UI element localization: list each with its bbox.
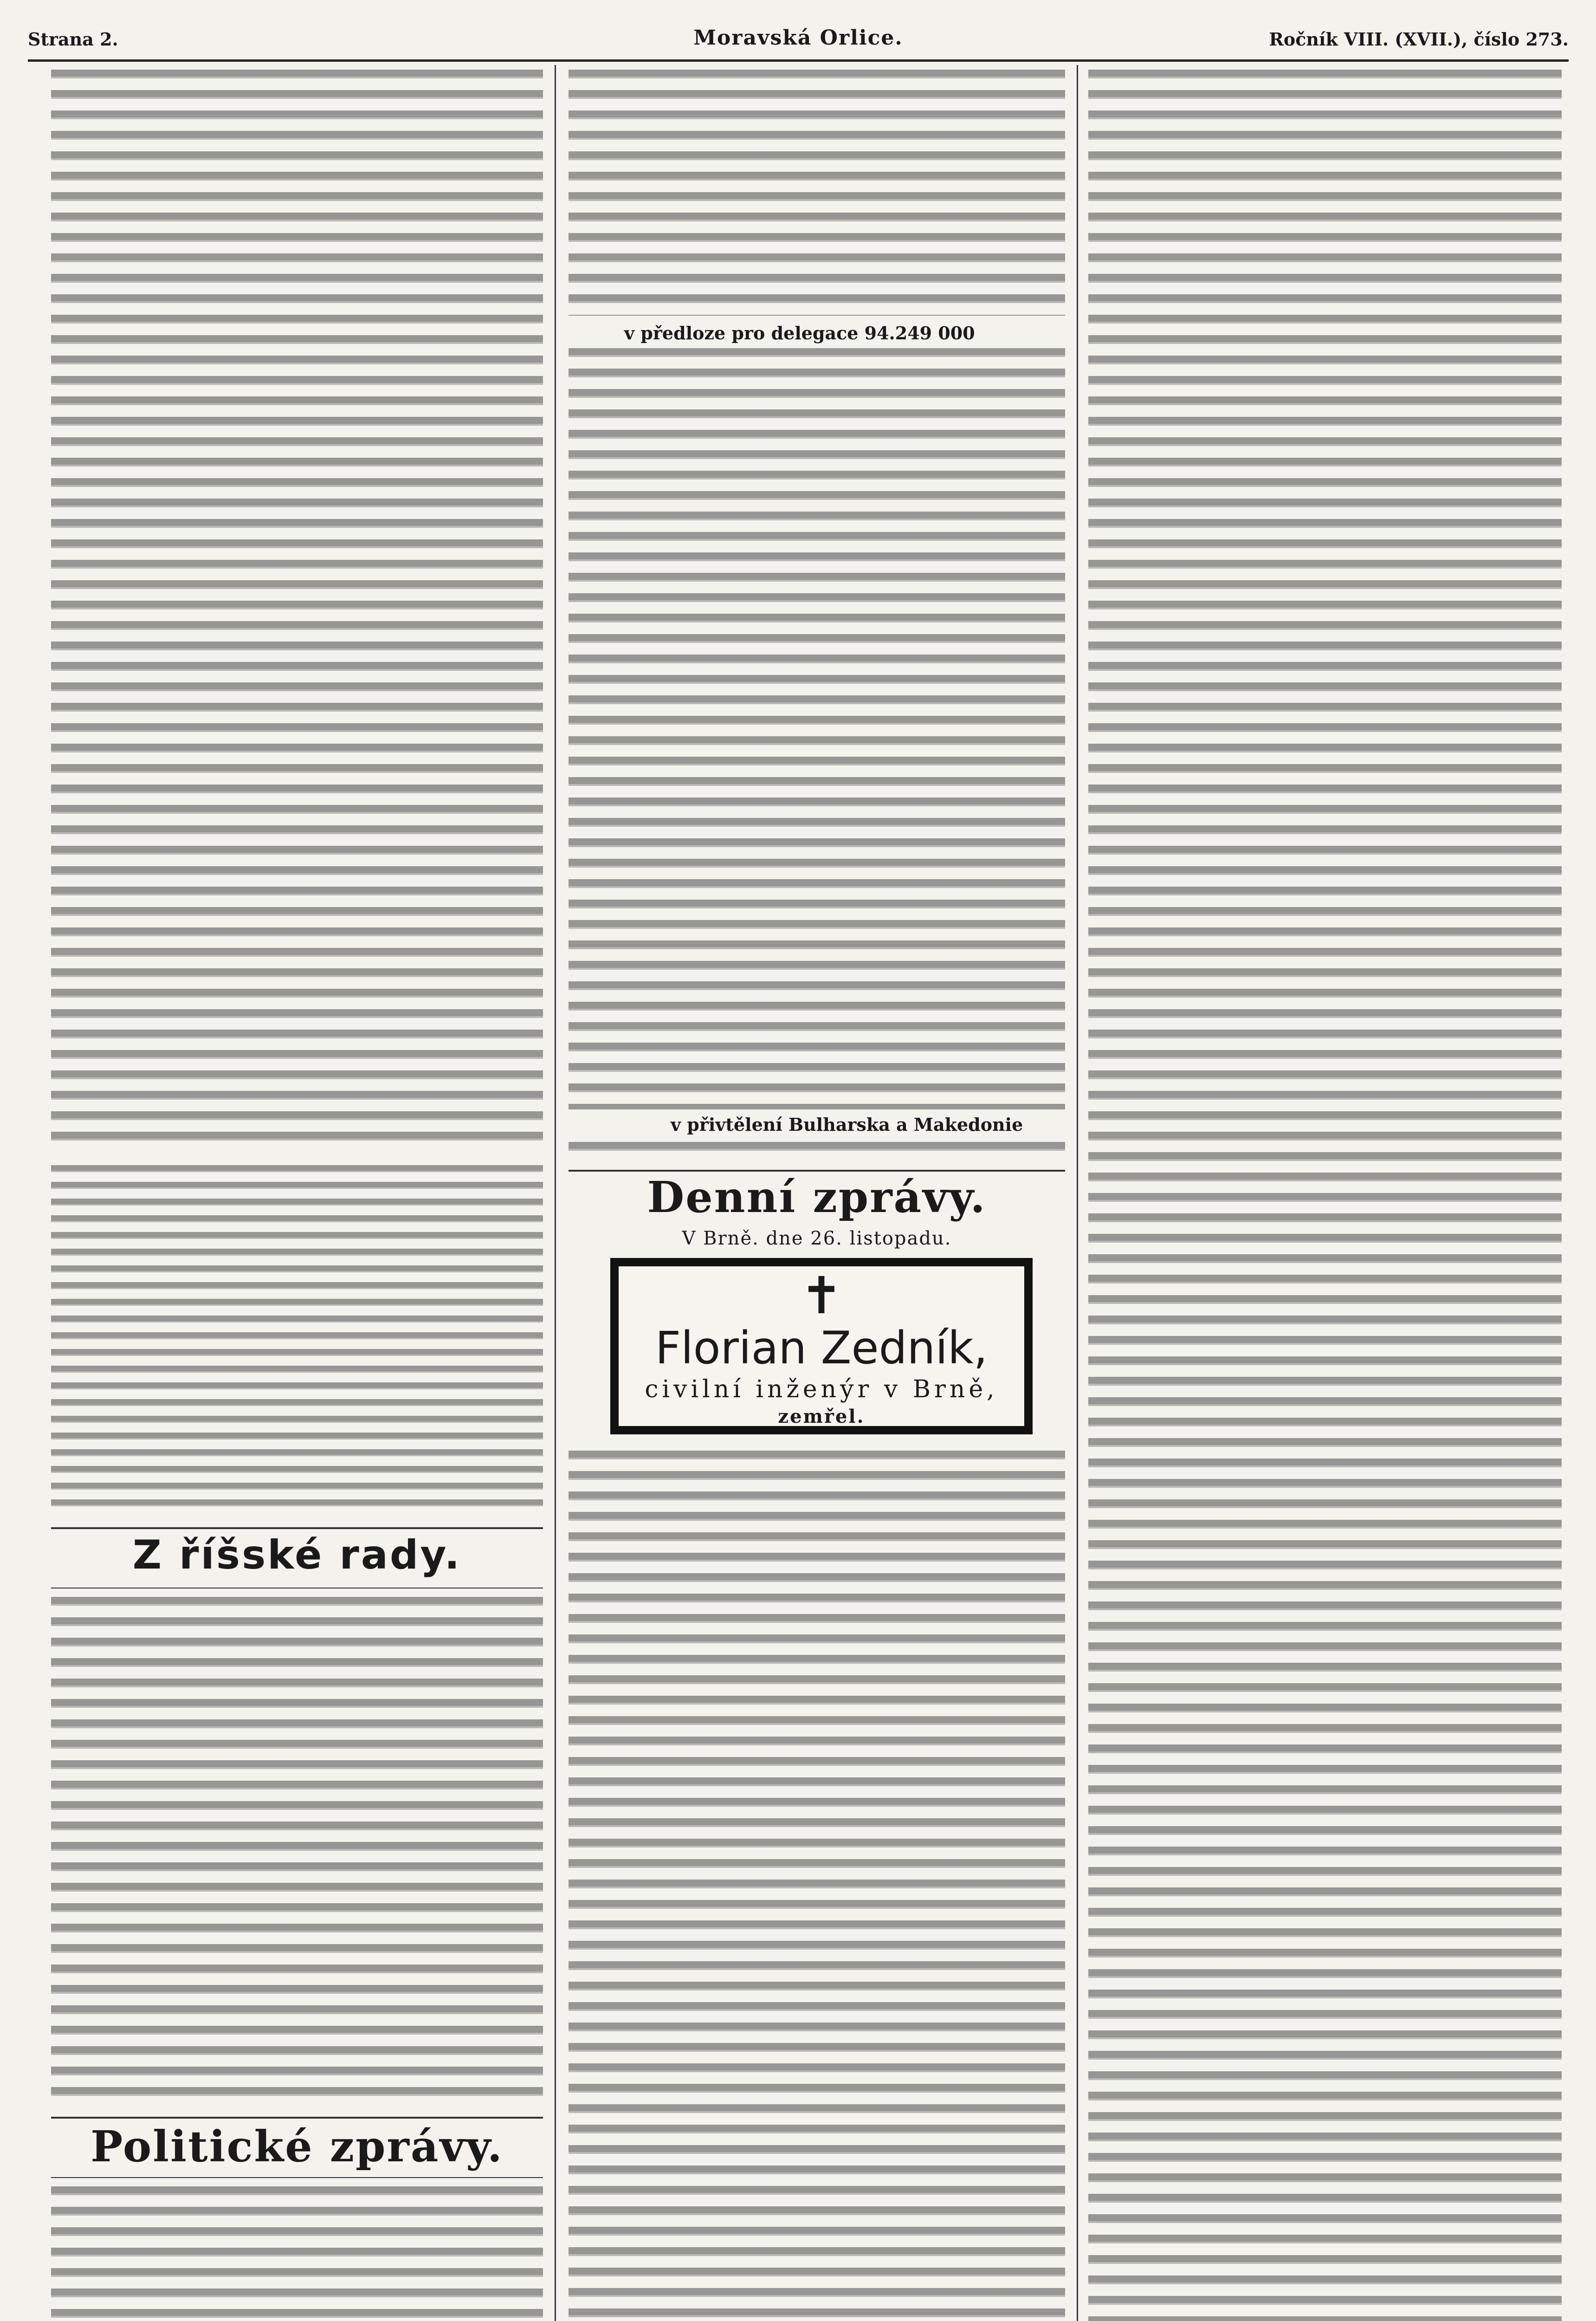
obituary-died: zemřel. (778, 1406, 865, 1427)
section-title-denni: Denní zprávy. (647, 1172, 987, 1222)
subhead-bulgaria: v přivtělení Bulharska a Makedonie (671, 1114, 1023, 1135)
text-block (1088, 70, 1562, 2321)
subhead-delegace: v předloze pro delegace 94.249 000 (624, 323, 975, 344)
masthead: Moravská Orlice. (693, 26, 903, 50)
column-1 (51, 70, 543, 2321)
text-block (569, 70, 1065, 316)
dateline: V Brně. dne 26. listopadu. (682, 1228, 952, 1249)
text-block (569, 1451, 1065, 2321)
section-rule (51, 2117, 543, 2119)
text-block (569, 348, 1065, 1109)
text-block (51, 2186, 543, 2321)
page-label: Strana 2. (28, 29, 118, 50)
header-rule (28, 59, 1569, 62)
column-3 (1088, 70, 1562, 2321)
column-rule-2 (1077, 65, 1078, 2321)
obituary-role: civilní inženýr v Brně, (645, 1375, 998, 1403)
column-rule-1 (555, 65, 556, 2321)
column-2 (569, 70, 1065, 2321)
running-header (28, 26, 1569, 54)
obituary-box (610, 1258, 1033, 1434)
obituary-name: Florian Zedník, (655, 1322, 988, 1374)
section-rule (51, 2177, 543, 2178)
text-block (569, 1142, 1065, 1160)
section-rule (569, 1170, 1065, 1172)
section-title-rada: Z říšské rady. (132, 1532, 462, 1578)
text-block (51, 70, 543, 1151)
issue-label: Ročník VIII. (XVII.), číslo 273. (1269, 29, 1569, 50)
section-rule (51, 1527, 543, 1529)
text-block (51, 1165, 543, 1513)
text-block (51, 1597, 543, 2098)
section-title-politicke: Politické zprávy. (90, 2121, 504, 2172)
cross-icon: ✝ (800, 1266, 843, 1325)
